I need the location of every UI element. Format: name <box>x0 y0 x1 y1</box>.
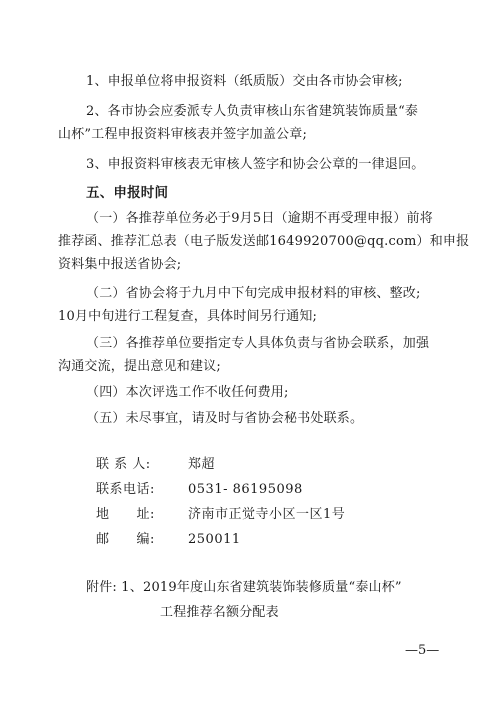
review-item-2: 2、各市协会应委派专人负责审核山东省建筑装饰质量“泰 <box>86 104 419 119</box>
time-item-3-cont: 沟通交流，提出意见和建议; <box>58 359 221 374</box>
section-heading: 五、申报时间 <box>86 185 169 201</box>
page-number: —5— <box>405 643 440 658</box>
contact-address-row <box>96 506 345 524</box>
attachment-line-1: 附件: 1、2019年度山东省建筑装饰装修质量“泰山杯” <box>86 580 402 595</box>
review-item-1: 1、申报单位将申报资料（纸质版）交由各市协会审核; <box>86 74 403 89</box>
time-item-1-cont-b: 资料集中报送省协会; <box>58 257 182 272</box>
time-item-1-cont-a: 推荐函、推荐汇总表（电子版发送邮1649920700@qq.com）和申报 <box>58 234 470 249</box>
contact-phone-label: 联系电话: <box>96 482 155 497</box>
contact-postcode-label: 邮 编: <box>96 532 155 547</box>
contact-postcode-row <box>96 531 241 549</box>
review-item-2-cont: 山杯”工程申报资料审核表并签字加盖公章; <box>58 127 308 142</box>
attachment-line-2: 工程推荐名额分配表 <box>160 605 279 620</box>
contact-address-value: 济南市正觉寺小区一区1号 <box>188 507 346 522</box>
time-item-2: （二）省协会将于九月中下旬完成申报材料的审核、整改; <box>86 286 421 301</box>
time-item-1: （一）各推荐单位务必于9月5日（逾期不再受理申报）前将 <box>86 211 433 226</box>
time-item-2-cont: 10月中旬进行工程复查，具体时间另行通知; <box>58 309 318 324</box>
time-item-3: （三）各推荐单位要指定专人具体负责与省协会联系，加强 <box>86 336 430 351</box>
contact-address-label: 地 址: <box>96 507 155 522</box>
contact-phone-row <box>96 481 303 499</box>
time-item-5: （五）未尽事宜，请及时与省协会秘书处联系。 <box>86 411 364 426</box>
contact-postcode-value: 250011 <box>188 532 241 547</box>
contact-person-value: 郑超 <box>188 457 216 472</box>
contact-person-label: 联 系 人: <box>96 457 151 472</box>
review-item-3: 3、申报资料审核表无审核人签字和协会公章的一律退回。 <box>86 157 425 172</box>
contact-phone-value: 0531- 86195098 <box>188 482 303 497</box>
time-item-4: （四）本次评选工作不收任何费用; <box>86 385 289 400</box>
contact-person-row <box>96 456 215 474</box>
